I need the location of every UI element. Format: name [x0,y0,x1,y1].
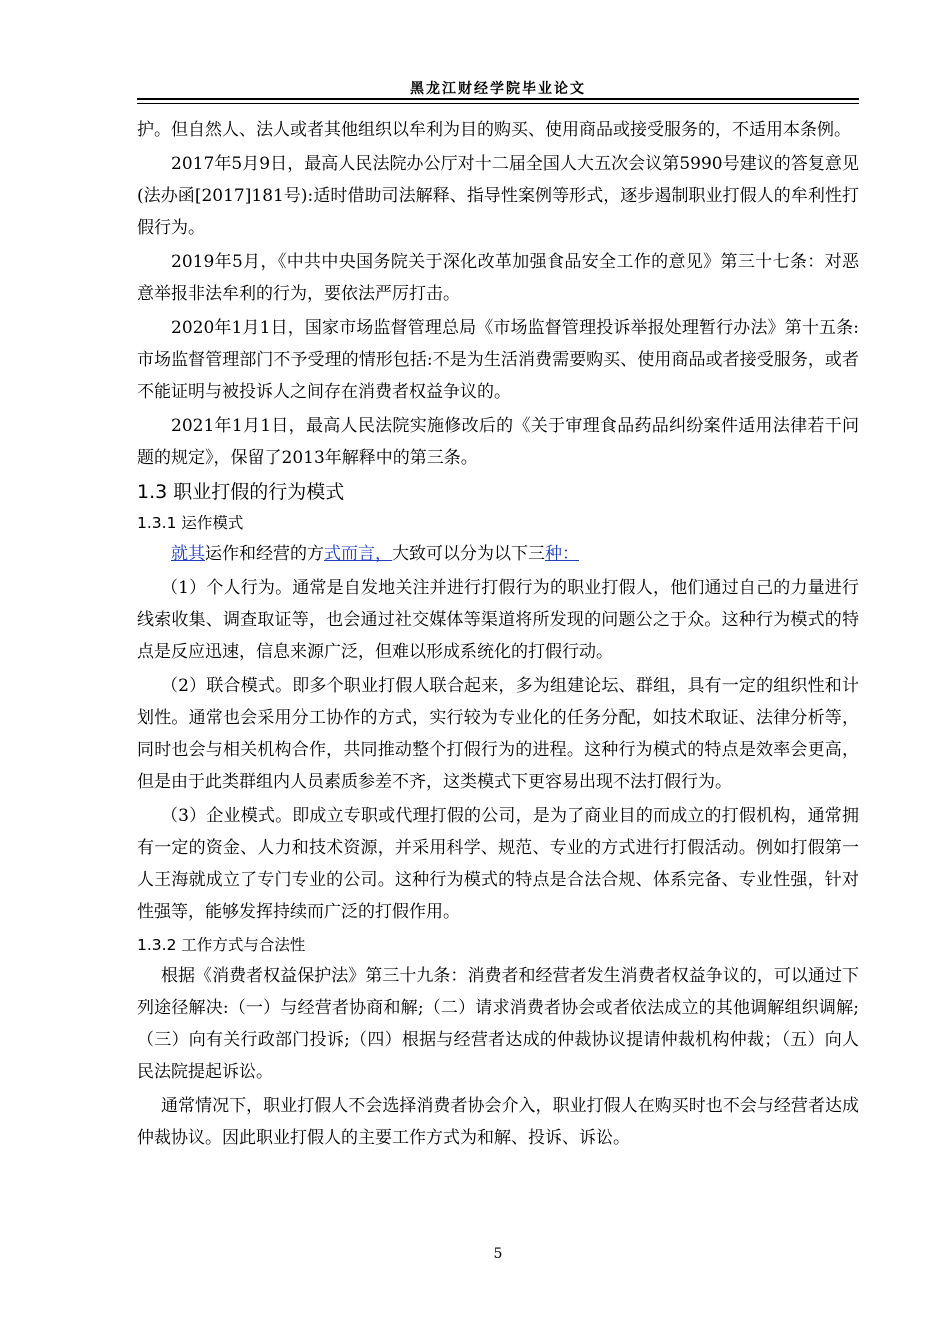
paragraph-mode-2: （2）联合模式。即多个职业打假人联合起来，多为组建论坛、群组，具有一定的组织性和计划性。通常也会采用分工协作的方式，实行较为专业化的任务分配，如技术取证、法律分析等，同时也会与相关机构合作，共同推动整个打假行为的进程。这种行为模式的特点是效率会更高，但是由于此类群组内人员素质参差不齐，这类模式下更容易出现不法打假行为。 [137,676,859,792]
paragraph-mode-1: （1）个人行为。通常是自发地关注并进行打假行为的职业打假人，他们通过自己的力量进行线索收集、调查取证等，也会通过社交媒体等渠道将所发现的问题公之于众。这种行为模式的特点是反应迅速，信息来源广泛，但难以形成系统化的打假行动。 [137,578,859,662]
page-header: 黑龙江财经学院毕业论文 [410,81,586,97]
paragraph: 护。但自然人、法人或者其他组织以牟利为目的购买、使用商品或接受服务的，不适用本条例。 [137,120,851,140]
subsection-heading: 1.3.1 运作模式 [137,514,244,532]
paragraph: 通常情况下，职业打假人不会选择消费者协会介入，职业打假人在购买时也不会与经营者达成仲裁协议。因此职业打假人的主要工作方式为和解、投诉、诉讼。 [137,1096,859,1148]
paragraph: 2021年1月1日，最高人民法院实施修改后的《关于审理食品药品纠纷案件适用法律若干问题的规定》，保留了2013年解释中的第三条。 [137,416,859,468]
paragraph-mode-3: （3）企业模式。即成立专职或代理打假的公司，是为了商业目的而成立的打假机构，通常拥有一定的资金、人力和技术资源，并采用科学、规范、专业的方式进行打假活动。例如打假第一人王海就成立了专门专业的公司。这种行为模式的特点是合法合规、体系完备、专业性强，针对性强等，能够发挥持续而广泛的打假作用。 [137,806,859,922]
header-rule-thin [137,103,859,104]
paragraph: 2019年5月，《中共中央国务院关于深化改革加强食品安全工作的意见》第三十七条：对恶意举报非法牟利的行为，要依法严厉打击。 [137,252,859,304]
paragraph: 根据《消费者权益保护法》第三十九条：消费者和经营者发生消费者权益争议的，可以通过下列途径解决:（一）与经营者协商和解;（二）请求消费者协会或者依法成立的其他调解组织调解;（三）向有关行政部门投诉;（四）根据与经营者达成的仲裁协议提请仲裁机构仲裁；（五）向人民法院提起诉讼。 [137,966,859,1082]
intro-paragraph [137,538,859,570]
section-heading: 1.3 职业打假的行为模式 [137,481,345,503]
body-text [137,114,859,1156]
subsection-heading: 1.3.2 工作方式与合法性 [137,936,306,954]
intro-text: 大致可以分为以下三 [392,544,545,564]
intro-text: 运作和经营的方 [205,544,324,564]
tracked-text: 种： [545,544,579,564]
paragraph: 2020年1月1日，国家市场监督管理总局《市场监督管理投诉举报处理暂行办法》第十五条:市场监督管理部门不予受理的情形包括:不是为生活消费需要购买、使用商品或者接受服务，或者不能证明与被投诉人之间存在消费者权益争议的。 [137,318,859,402]
page-number: 5 [493,1246,503,1262]
paragraph: 2017年5月9日，最高人民法院办公厅对十二届全国人大五次会议第5990号建议的答复意见(法办函[2017]181号):适时借助司法解释、指导性案例等形式，逐步遏制职业打假人的牟利性打假行为。 [137,154,859,238]
header-rule-thick [137,98,859,100]
tracked-text: 式而言， [324,544,392,564]
tracked-text: 就其 [171,544,205,564]
